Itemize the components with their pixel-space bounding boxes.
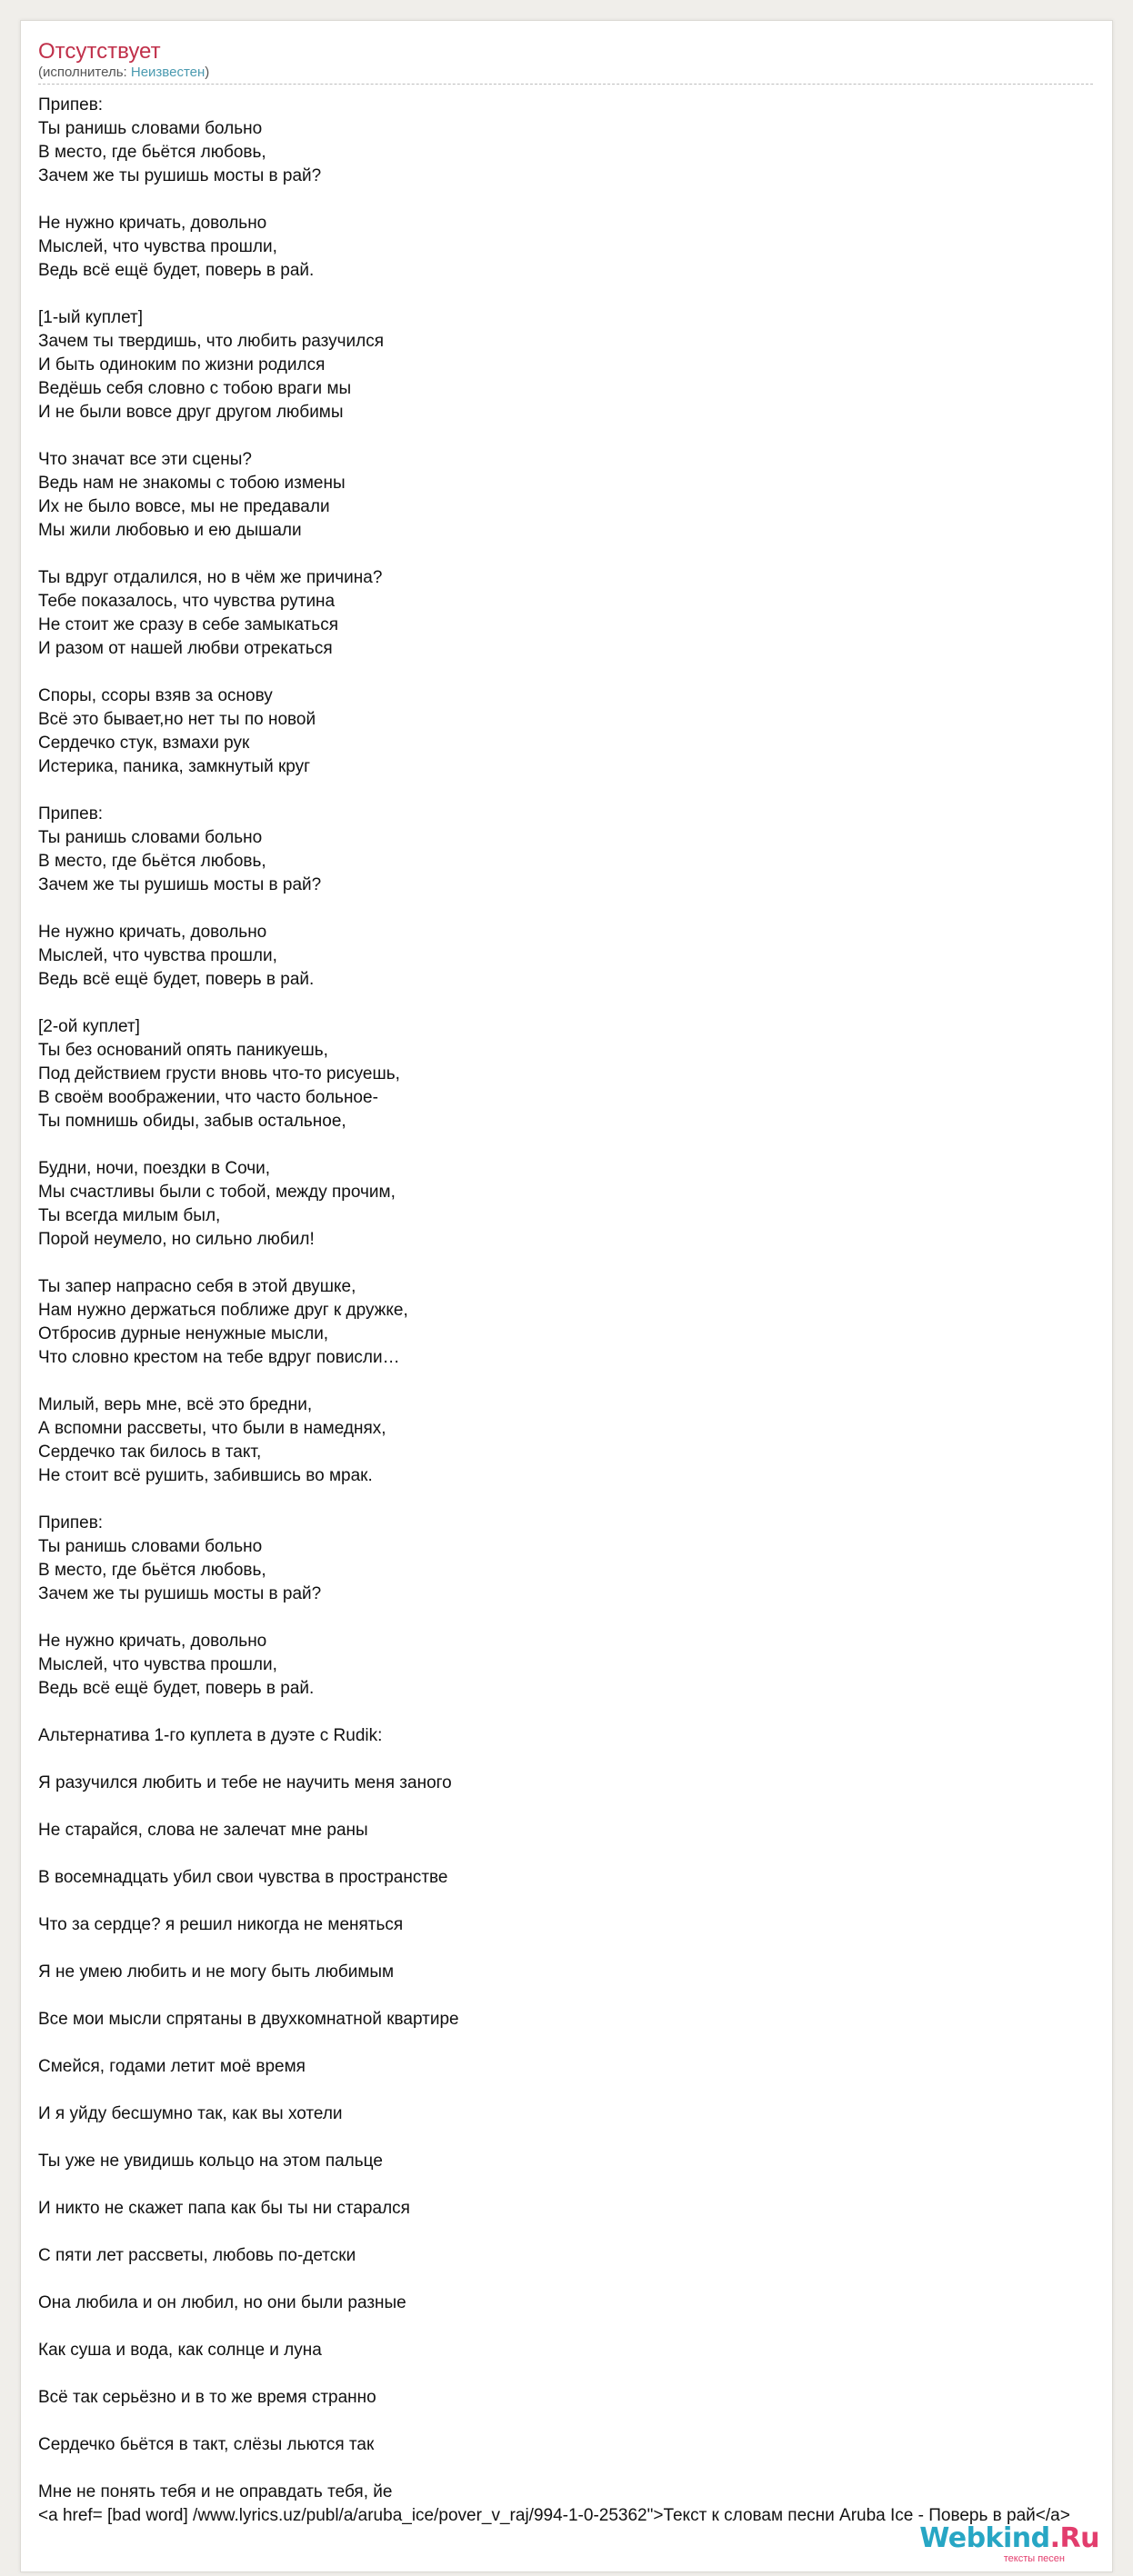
lyrics-line: Альтернатива 1-го куплета в дуэте с Rudik: xyxy=(38,1726,383,1745)
lyrics-blank-line xyxy=(38,543,1093,566)
lyrics-line: В место, где бьётся любовь, xyxy=(38,143,266,162)
logo-brand-name: Webkind xyxy=(919,2522,1050,2554)
lyrics-blank-line xyxy=(38,1795,1093,1819)
lyrics-line: Что за сердце? я решил никогда не меняться xyxy=(38,1915,404,1934)
lyrics-line: И я уйду бесшумно так, как вы хотели xyxy=(38,2104,343,2123)
lyrics-line: Отбросив дурные ненужные мысли, xyxy=(38,1324,329,1343)
lyrics-line: Порой неумело, но сильно любил! xyxy=(38,1230,315,1249)
lyrics-blank-line xyxy=(38,897,1093,921)
lyrics-line: Ведь всё ещё будет, поверь в рай. xyxy=(38,970,315,989)
lyrics-blank-line xyxy=(38,1701,1093,1724)
lyrics-line: Зачем же ты рушишь мосты в рай? xyxy=(38,1584,322,1603)
lyrics-line: Сердечко стук, взмахи рук xyxy=(38,734,250,753)
lyrics-blank-line xyxy=(38,283,1093,306)
lyrics-line: Припев: xyxy=(38,95,104,115)
lyrics-line: Истерика, паника, замкнутый круг xyxy=(38,757,311,776)
lyrics-line: Что значат все эти сцены? xyxy=(38,450,252,469)
lyrics-line: Мыслей, что чувства прошли, xyxy=(38,946,277,965)
lyrics-blank-line xyxy=(38,2126,1093,2150)
lyrics-line: Ты ранишь словами больно xyxy=(38,119,263,138)
embed-code: <a href= [bad word] /www.lyrics.uz/publ/a/aruba_ice/pover_v_raj/994-1-0-25362">Текст к словам песни Aruba Ice - Поверь в рай</a> xyxy=(38,2506,1070,2525)
lyrics-blank-line xyxy=(38,424,1093,448)
lyrics-line: А вспомни рассветы, что были в намеднях, xyxy=(38,1419,386,1438)
lyrics-line: Мы счастливы были с тобой, между прочим, xyxy=(38,1183,396,1202)
logo-tagline: тексты песен xyxy=(1003,2553,1065,2564)
lyrics-blank-line xyxy=(38,2221,1093,2244)
lyrics-blank-line xyxy=(38,1842,1093,1866)
lyrics-line: Она любила и он любил, но они были разные xyxy=(38,2293,406,2312)
lyrics-line: Зачем же ты рушишь мосты в рай? xyxy=(38,875,322,894)
lyrics-line: Смейся, годами летит моё время xyxy=(38,2057,306,2076)
lyrics-blank-line xyxy=(38,2268,1093,2291)
lyrics-line: Припев: xyxy=(38,804,104,824)
lyrics-blank-line xyxy=(38,2032,1093,2055)
lyrics-blank-line xyxy=(38,1984,1093,2008)
lyrics-line: Мыслей, что чувства прошли, xyxy=(38,1655,277,1674)
lyrics-blank-line xyxy=(38,1890,1093,1913)
lyrics-line: Я не умею любить и не могу быть любимым xyxy=(38,1962,395,1982)
lyrics-blank-line xyxy=(38,2457,1093,2481)
lyrics-line: Под действием грусти вновь что-то рисуешь, xyxy=(38,1064,400,1083)
lyrics-line: [2-ой куплет] xyxy=(38,1017,140,1036)
lyrics-blank-line xyxy=(38,661,1093,684)
lyrics-line: Все мои мысли спрятаны в двухкомнатной квартире xyxy=(38,2010,459,2029)
lyrics-line: Сердечко так билось в такт, xyxy=(38,1443,262,1462)
lyrics-blank-line xyxy=(38,2079,1093,2102)
lyrics-line: И никто не скажет папа как бы ты ни старался xyxy=(38,2199,410,2218)
performer-prefix: (исполнитель: xyxy=(38,65,131,80)
lyrics-line: И разом от нашей любви отрекаться xyxy=(38,639,333,658)
lyrics-line: Ты всегда милым был, xyxy=(38,1206,221,1225)
lyrics-body xyxy=(38,94,1093,2504)
lyrics-line: Не стоит всё рушить, забившись во мрак. xyxy=(38,1466,373,1485)
performer-suffix: ) xyxy=(205,65,210,80)
lyrics-line: Их не было вовсе, мы не предавали xyxy=(38,497,330,516)
lyrics-line: Не старайся, слова не залечат мне раны xyxy=(38,1821,368,1840)
lyrics-blank-line xyxy=(38,1370,1093,1393)
lyrics-line: Я разучился любить и тебе не научить меня заного xyxy=(38,1773,452,1792)
lyrics-line: Ведь всё ещё будет, поверь в рай. xyxy=(38,261,315,280)
lyrics-line: Ты уже не увидишь кольцо на этом пальце xyxy=(38,2152,383,2171)
lyrics-blank-line xyxy=(38,2315,1093,2339)
lyrics-line: Мыслей, что чувства прошли, xyxy=(38,237,277,256)
lyrics-line: Ты вдруг отдалился, но в чём же причина? xyxy=(38,568,383,587)
lyrics-line: Зачем ты твердишь, что любить разучился xyxy=(38,332,384,351)
lyrics-line: В место, где бьётся любовь, xyxy=(38,1561,266,1580)
lyrics-line: Не стоит же сразу в себе замыкаться xyxy=(38,615,338,634)
lyrics-line: Не нужно кричать, довольно xyxy=(38,214,267,233)
lyrics-line: Припев: xyxy=(38,1513,104,1533)
lyrics-line: Что словно крестом на тебе вдруг повисли… xyxy=(38,1348,400,1367)
lyrics-line: В место, где бьётся любовь, xyxy=(38,852,266,871)
performer-line xyxy=(38,65,1093,85)
content-card xyxy=(20,20,1113,2572)
lyrics-line: Ведь нам не знакомы с тобою измены xyxy=(38,474,346,493)
song-container xyxy=(38,39,1093,2528)
lyrics-line: Милый, верь мне, всё это бредни, xyxy=(38,1395,313,1414)
lyrics-blank-line xyxy=(38,1488,1093,1512)
lyrics-line: Ты запер напрасно себя в этой двушке, xyxy=(38,1277,356,1296)
lyrics-blank-line xyxy=(38,779,1093,803)
lyrics-line: Мне не понять тебя и не оправдать тебя, йе xyxy=(38,2482,393,2501)
lyrics-blank-line xyxy=(38,1937,1093,1961)
lyrics-line: [1-ый куплет] xyxy=(38,308,144,327)
lyrics-line: Ты ранишь словами больно xyxy=(38,828,263,847)
lyrics-line: Как суша и вода, как солнце и луна xyxy=(38,2341,322,2360)
lyrics-blank-line xyxy=(38,1748,1093,1772)
lyrics-line: Споры, ссоры взяв за основу xyxy=(38,686,273,705)
performer-link[interactable]: Неизвестен xyxy=(130,65,206,80)
lyrics-line: И быть одиноким по жизни родился xyxy=(38,355,326,374)
lyrics-blank-line xyxy=(38,2410,1093,2433)
lyrics-line: Ведёшь себя словно с тобою враги мы xyxy=(38,379,352,398)
lyrics-line: Ты ранишь словами больно xyxy=(38,1537,263,1556)
song-title: Отсутствует xyxy=(38,39,161,64)
lyrics-line: И не были вовсе друг другом любимы xyxy=(38,403,344,422)
lyrics-line: Всё это бывает,но нет ты по новой xyxy=(38,710,316,729)
lyrics-blank-line xyxy=(38,992,1093,1015)
lyrics-line: Зачем же ты рушишь мосты в рай? xyxy=(38,166,322,185)
logo-brand xyxy=(899,2524,1099,2553)
lyrics-line: Ты без оснований опять паникуешь, xyxy=(38,1041,328,1060)
lyrics-blank-line xyxy=(38,2173,1093,2197)
lyrics-line: Будни, ночи, поездки в Сочи, xyxy=(38,1159,271,1178)
lyrics-line: Сердечко бьётся в такт, слёзы льются так xyxy=(38,2435,375,2454)
lyrics-line: Всё так серьёзно и в то же время странно xyxy=(38,2388,376,2407)
lyrics-line: Ведь всё ещё будет, поверь в рай. xyxy=(38,1679,315,1698)
lyrics-line: В восемнадцать убил свои чувства в пространстве xyxy=(38,1868,448,1887)
webkind-logo[interactable] xyxy=(899,2524,1099,2564)
lyrics-line: В своём воображении, что часто больное- xyxy=(38,1088,378,1107)
lyrics-line: С пяти лет рассветы, любовь по-детски xyxy=(38,2246,356,2265)
lyrics-line: Нам нужно держаться поближе друг к дружке, xyxy=(38,1301,408,1320)
lyrics-blank-line xyxy=(38,188,1093,212)
lyrics-blank-line xyxy=(38,2362,1093,2386)
lyrics-line: Тебе показалось, что чувства рутина xyxy=(38,592,336,611)
lyrics-line: Мы жили любовью и ею дышали xyxy=(38,521,302,540)
lyrics-blank-line xyxy=(38,1606,1093,1630)
lyrics-line: Ты помнишь обиды, забыв остальное, xyxy=(38,1112,346,1131)
lyrics-blank-line xyxy=(38,1252,1093,1275)
lyrics-blank-line xyxy=(38,1133,1093,1157)
logo-brand-suffix: .Ru xyxy=(1049,2522,1099,2554)
lyrics-line: Не нужно кричать, довольно xyxy=(38,923,267,942)
lyrics-line: Не нужно кричать, довольно xyxy=(38,1632,267,1651)
